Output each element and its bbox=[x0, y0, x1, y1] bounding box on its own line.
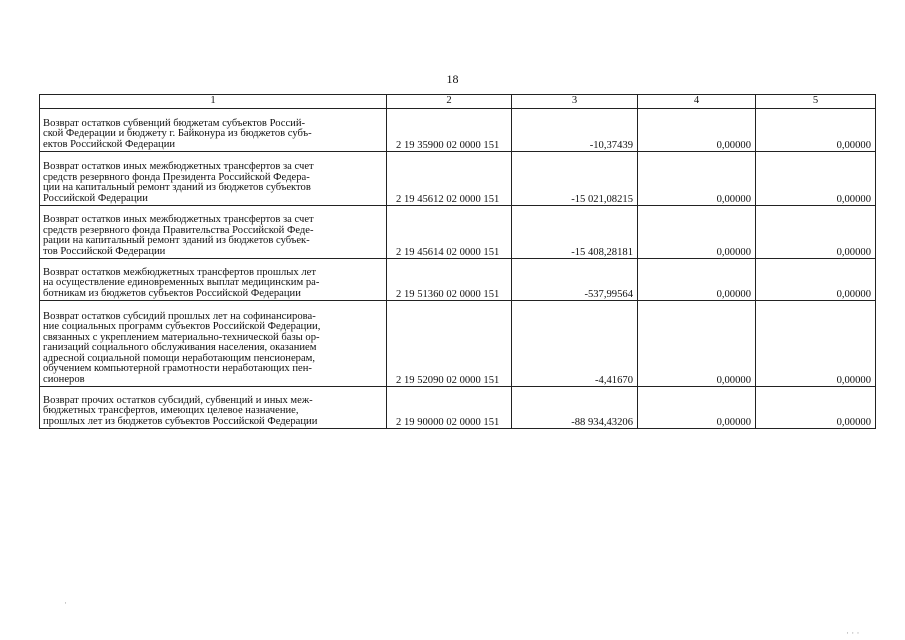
row-description: Возврат остатков межбюджетных трансфертов прошлых лет на осуществление единовременных выплат медицинским ра- ботникам из бюджетов субъектов Российской Федерации bbox=[40, 259, 387, 301]
row-value-col3: -10,37439 bbox=[512, 109, 638, 152]
row-value-col5: 0,00000 bbox=[756, 152, 876, 206]
row-value-col3: -4,41670 bbox=[512, 301, 638, 387]
table-row bbox=[40, 301, 876, 387]
row-description: Возврат прочих остатков субсидий, субвенций и иных меж- бюджетных трансфертов, имеющих целевое назначение, прошлых лет из бюджетов субъектов Российской Федерации bbox=[40, 387, 387, 429]
row-value-col3: -15 021,08215 bbox=[512, 152, 638, 206]
table-header-row bbox=[40, 95, 876, 109]
row-value-col5: 0,00000 bbox=[756, 206, 876, 259]
table-row bbox=[40, 152, 876, 206]
row-description: Возврат остатков субсидий прошлых лет на софинансирова- ние социальных программ субъектов Российской Федерации, связанных с укреплением материально-технической базы ор- ганизаций социального обслуживания населения, оказанием адресной социальной помощи неработающим пенсионерам, обучением компьютерной грамотности неработающих пен- сионеров bbox=[40, 301, 387, 387]
column-header-1: 1 bbox=[40, 95, 387, 109]
row-value-col4: 0,00000 bbox=[638, 259, 756, 301]
row-value-col3: -15 408,28181 bbox=[512, 206, 638, 259]
column-header-2: 2 bbox=[387, 95, 512, 109]
row-value-col4: 0,00000 bbox=[638, 387, 756, 429]
column-header-4: 4 bbox=[638, 95, 756, 109]
row-value-col3: -537,99564 bbox=[512, 259, 638, 301]
row-value-col5: 0,00000 bbox=[756, 259, 876, 301]
column-header-3: 3 bbox=[512, 95, 638, 109]
scan-speck: · · · bbox=[846, 628, 860, 638]
table-row bbox=[40, 387, 876, 429]
row-value-col4: 0,00000 bbox=[638, 301, 756, 387]
row-description: Возврат остатков иных межбюджетных трансфертов за счет средств резервного фонда Правительства Российской Феде- рации на капитальный ремонт зданий из бюджетов субъек- тов Российской Федерации bbox=[40, 206, 387, 259]
budget-table bbox=[39, 94, 876, 429]
row-budget-code: 2 19 52090 02 0000 151 bbox=[387, 301, 512, 387]
row-budget-code: 2 19 51360 02 0000 151 bbox=[387, 259, 512, 301]
row-budget-code: 2 19 90000 02 0000 151 bbox=[387, 387, 512, 429]
column-header-5: 5 bbox=[756, 95, 876, 109]
row-description: Возврат остатков иных межбюджетных трансфертов за счет средств резервного фонда Президента Российской Федера- ции на капитальный ремонт зданий из бюджетов субъектов Российской Федерации bbox=[40, 152, 387, 206]
row-value-col4: 0,00000 bbox=[638, 152, 756, 206]
scan-speck: · bbox=[64, 598, 67, 608]
table-row bbox=[40, 109, 876, 152]
row-budget-code: 2 19 35900 02 0000 151 bbox=[387, 109, 512, 152]
row-budget-code: 2 19 45614 02 0000 151 bbox=[387, 206, 512, 259]
row-value-col5: 0,00000 bbox=[756, 387, 876, 429]
row-value-col5: 0,00000 bbox=[756, 301, 876, 387]
page-number: 18 bbox=[446, 72, 459, 86]
row-budget-code: 2 19 45612 02 0000 151 bbox=[387, 152, 512, 206]
table-row bbox=[40, 259, 876, 301]
row-value-col4: 0,00000 bbox=[638, 109, 756, 152]
row-value-col3: -88 934,43206 bbox=[512, 387, 638, 429]
row-value-col4: 0,00000 bbox=[638, 206, 756, 259]
row-description: Возврат остатков субвенций бюджетам субъектов Россий- ской Федерации и бюджету г. Байконура из бюджетов субъ- ектов Российской Федерации bbox=[40, 109, 387, 152]
table-row bbox=[40, 206, 876, 259]
row-value-col5: 0,00000 bbox=[756, 109, 876, 152]
